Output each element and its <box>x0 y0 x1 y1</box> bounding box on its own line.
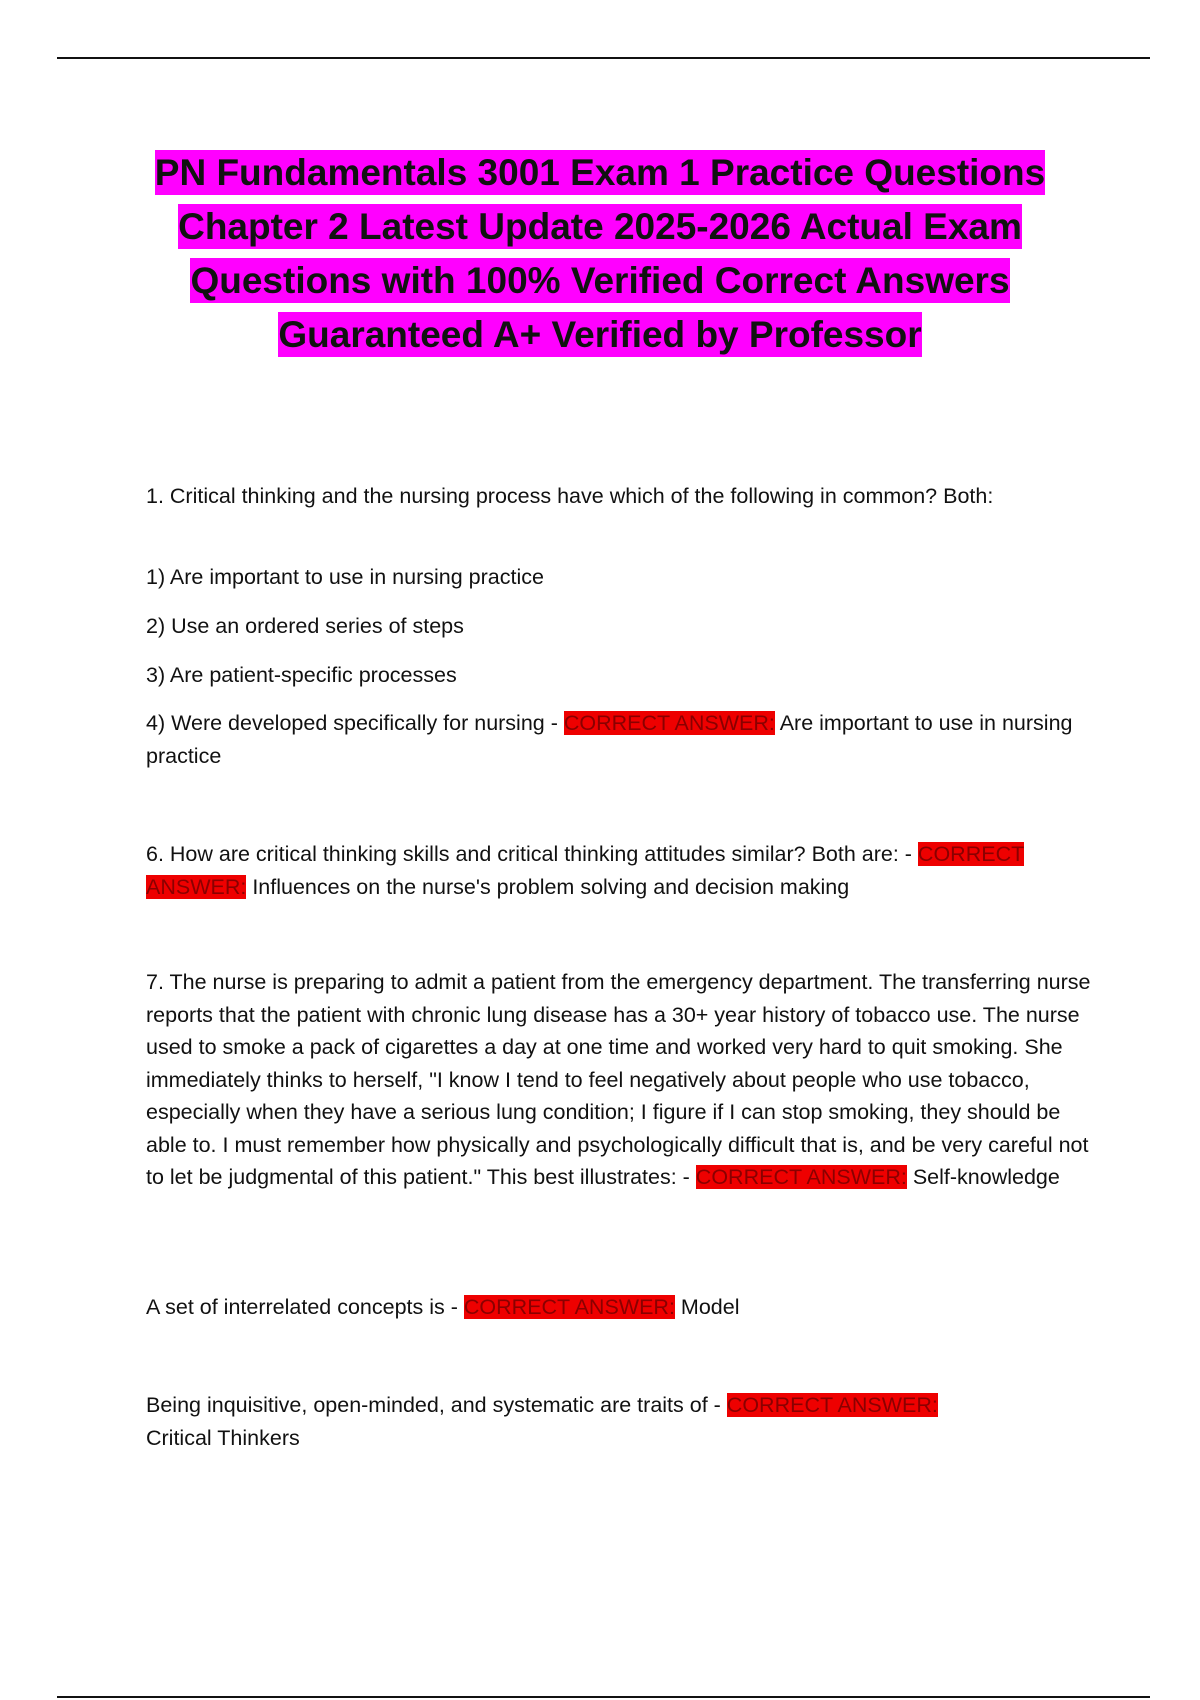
q1-option-4-text: 4) Were developed specifically for nursing - <box>146 711 564 735</box>
title-text: PN Fundamentals 3001 Exam 1 Practice Questions Chapter 2 Latest Update 2025-2026 Actual Exam Questions with 100% Verified Correct Answers Guaranteed A+ Verified by Professor <box>154 152 1046 355</box>
question-8 <box>146 1291 1096 1324</box>
question-9 <box>146 1389 1096 1454</box>
q6-text: 6. How are critical thinking skills and critical thinking attitudes similar? Both are: - <box>146 842 918 866</box>
correct-answer-label: CORRECT ANSWER: <box>563 711 775 735</box>
question-1: 1. Critical thinking and the nursing process have which of the following in common? Both: <box>146 484 994 508</box>
top-rule <box>57 57 1150 59</box>
q8-text: A set of interrelated concepts is - <box>146 1295 464 1319</box>
q7-text: 7. The nurse is preparing to admit a patient from the emergency department. The transferring nurse reports that the patient with chronic lung disease has a 30+ year history of tobacco use. The nurse used to smoke a pack of cigarettes a day at one time and worked very hard to quit smoking. She immediately thinks to herself, "I know I tend to feel negatively about people who use tobacco, especially when they have a serious lung condition; I figure if I can stop smoking, they should be able to. I must remember how physically and psychologically difficult that is, and be very careful not to let be judgmental of this patient." This best illustrates: - <box>146 970 1091 1189</box>
q9-text: Being inquisitive, open-minded, and systematic are traits of - <box>146 1393 727 1417</box>
question-7 <box>146 966 1096 1194</box>
question-6 <box>146 838 1096 903</box>
q1-option-3: 3) Are patient-specific processes <box>146 663 457 687</box>
q1-option-1: 1) Are important to use in nursing practice <box>146 565 544 589</box>
q1-answer: Are important to use in nursing practice <box>146 711 1073 768</box>
correct-answer-label: CORRECT ANSWER: <box>463 1295 675 1319</box>
q8-answer: Model <box>680 1295 740 1319</box>
q7-answer: Self-knowledge <box>912 1165 1060 1189</box>
q1-option-2: 2) Use an ordered series of steps <box>146 614 464 638</box>
correct-answer-label: CORRECT ANSWER: <box>146 842 1025 899</box>
q6-answer: Influences on the nurse's problem solving and decision making <box>252 874 850 899</box>
bottom-rule <box>57 1696 1150 1698</box>
correct-answer-label: CORRECT ANSWER: <box>726 1393 938 1417</box>
document-title <box>100 146 1100 362</box>
correct-answer-label: CORRECT ANSWER: <box>695 1165 907 1189</box>
q1-option-4 <box>146 707 1096 772</box>
q9-answer: Critical Thinkers <box>146 1425 300 1450</box>
